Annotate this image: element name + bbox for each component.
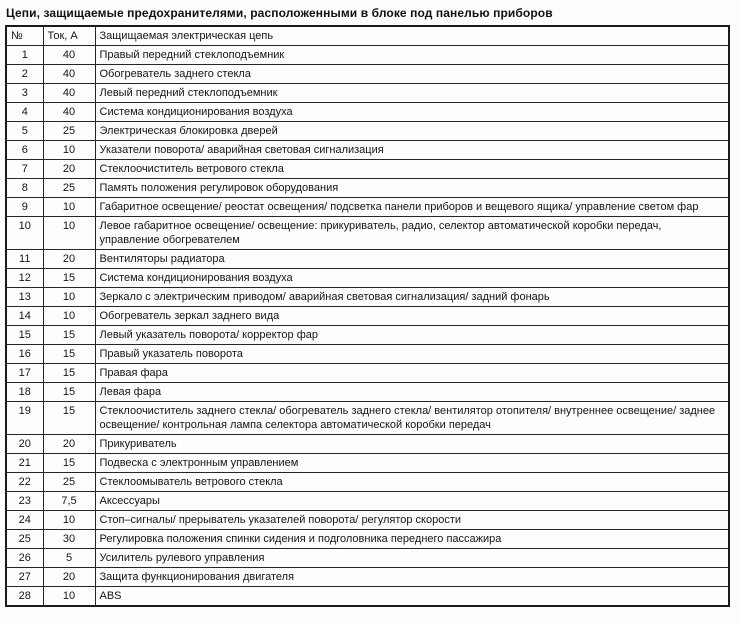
fuse-amperage-cell: 40 [43, 103, 95, 122]
fuse-number-cell: 8 [6, 179, 43, 198]
fuse-number-cell: 11 [6, 250, 43, 269]
fuse-circuit-cell: Система кондиционирования воздуха [95, 103, 729, 122]
fuse-number-cell: 21 [6, 454, 43, 473]
table-row [6, 587, 729, 607]
fuse-number-cell: 22 [6, 473, 43, 492]
table-row [6, 288, 729, 307]
fuse-amperage-cell: 40 [43, 84, 95, 103]
fuse-amperage-cell: 40 [43, 65, 95, 84]
fuse-circuit-cell: Зеркало с электрическим приводом/ аварийная световая сигнализация/ задний фонарь [95, 288, 729, 307]
fuse-circuit-cell: ABS [95, 587, 729, 607]
table-row [6, 511, 729, 530]
fuse-number-cell: 12 [6, 269, 43, 288]
fuse-number-cell: 16 [6, 345, 43, 364]
column-header-amperage: Ток, А [43, 26, 95, 46]
fuse-amperage-cell: 15 [43, 269, 95, 288]
fuse-number-cell: 6 [6, 141, 43, 160]
fuse-number-cell: 9 [6, 198, 43, 217]
fuse-amperage-cell: 40 [43, 46, 95, 65]
fuse-circuit-cell: Регулировка положения спинки сидения и подголовника переднего пассажира [95, 530, 729, 549]
fuse-circuit-cell: Усилитель рулевого управления [95, 549, 729, 568]
table-row [6, 364, 729, 383]
fuse-amperage-cell: 5 [43, 549, 95, 568]
fuse-circuit-cell: Подвеска с электронным управлением [95, 454, 729, 473]
table-row [6, 217, 729, 250]
fuse-number-cell: 2 [6, 65, 43, 84]
fuse-number-cell: 13 [6, 288, 43, 307]
page-title: Цепи, защищаемые предохранителями, расположенными в блоке под панелью приборов [6, 6, 553, 20]
fuse-circuit-cell: Стоп–сигналы/ прерыватель указателей поворота/ регулятор скорости [95, 511, 729, 530]
fuse-circuit-cell: Указатели поворота/ аварийная световая сигнализация [95, 141, 729, 160]
table-row [6, 65, 729, 84]
table-row [6, 179, 729, 198]
fuse-number-cell: 7 [6, 160, 43, 179]
table-row [6, 402, 729, 435]
fuse-number-cell: 23 [6, 492, 43, 511]
fuse-amperage-cell: 10 [43, 511, 95, 530]
fuse-amperage-cell: 15 [43, 402, 95, 435]
fuse-amperage-cell: 15 [43, 364, 95, 383]
fuse-circuit-cell: Стеклоомыватель ветрового стекла [95, 473, 729, 492]
table-row [6, 141, 729, 160]
table-row [6, 492, 729, 511]
fuse-amperage-cell: 20 [43, 435, 95, 454]
fuse-amperage-cell: 10 [43, 288, 95, 307]
fuse-circuit-cell: Стеклоочиститель ветрового стекла [95, 160, 729, 179]
table-row [6, 383, 729, 402]
fuse-amperage-cell: 15 [43, 454, 95, 473]
fuse-circuit-cell: Обогреватель зеркал заднего вида [95, 307, 729, 326]
fuse-amperage-cell: 10 [43, 141, 95, 160]
table-row [6, 269, 729, 288]
fuse-amperage-cell: 10 [43, 307, 95, 326]
fuse-table [5, 25, 730, 607]
fuse-amperage-cell: 10 [43, 198, 95, 217]
fuse-amperage-cell: 10 [43, 587, 95, 607]
fuse-amperage-cell: 15 [43, 383, 95, 402]
fuse-number-cell: 1 [6, 46, 43, 65]
header-row [6, 26, 729, 46]
fuse-number-cell: 4 [6, 103, 43, 122]
fuse-circuit-cell: Вентиляторы радиатора [95, 250, 729, 269]
fuse-amperage-cell: 25 [43, 122, 95, 141]
fuse-number-cell: 5 [6, 122, 43, 141]
fuse-amperage-cell: 15 [43, 326, 95, 345]
fuse-amperage-cell: 30 [43, 530, 95, 549]
fuse-number-cell: 26 [6, 549, 43, 568]
fuse-circuit-cell: Левый передний стеклоподъемник [95, 84, 729, 103]
table-row [6, 568, 729, 587]
fuse-circuit-cell: Левый указатель поворота/ корректор фар [95, 326, 729, 345]
fuse-circuit-cell: Стеклоочиститель заднего стекла/ обогреватель заднего стекла/ вентилятор отопителя/ внутреннее освещение/ заднее освещение/ контрольная лампа селектора автоматической коробки передач [95, 402, 729, 435]
fuse-number-cell: 25 [6, 530, 43, 549]
fuse-circuit-cell: Габаритное освещение/ реостат освещения/ подсветка панели приборов и вещевого ящика/ управление светом фар [95, 198, 729, 217]
fuse-amperage-cell: 25 [43, 179, 95, 198]
table-row [6, 84, 729, 103]
fuse-amperage-cell: 15 [43, 345, 95, 364]
fuse-number-cell: 24 [6, 511, 43, 530]
fuse-number-cell: 15 [6, 326, 43, 345]
fuse-amperage-cell: 20 [43, 250, 95, 269]
fuse-circuit-cell: Память положения регулировок оборудования [95, 179, 729, 198]
table-row [6, 530, 729, 549]
fuse-amperage-cell: 20 [43, 568, 95, 587]
table-row [6, 549, 729, 568]
fuse-number-cell: 27 [6, 568, 43, 587]
fuse-circuit-cell: Аксессуары [95, 492, 729, 511]
table-row [6, 326, 729, 345]
fuse-circuit-cell: Электрическая блокировка дверей [95, 122, 729, 141]
fuse-circuit-cell: Левая фара [95, 383, 729, 402]
table-row [6, 473, 729, 492]
column-header-number: № [6, 26, 43, 46]
table-row [6, 454, 729, 473]
table-row [6, 307, 729, 326]
table-row [6, 250, 729, 269]
fuse-number-cell: 18 [6, 383, 43, 402]
fuse-number-cell: 10 [6, 217, 43, 250]
fuse-circuit-cell: Прикуриватель [95, 435, 729, 454]
fuse-number-cell: 14 [6, 307, 43, 326]
table-row [6, 160, 729, 179]
table-row [6, 46, 729, 65]
fuse-number-cell: 20 [6, 435, 43, 454]
fuse-number-cell: 3 [6, 84, 43, 103]
table-row [6, 103, 729, 122]
fuse-circuit-cell: Защита функционирования двигателя [95, 568, 729, 587]
fuse-circuit-cell: Правая фара [95, 364, 729, 383]
fuse-amperage-cell: 10 [43, 217, 95, 250]
fuse-circuit-cell: Обогреватель заднего стекла [95, 65, 729, 84]
fuse-circuit-cell: Левое габаритное освещение/ освещение: прикуриватель, радио, селектор автоматической коробки передач, управление обогревателем [95, 217, 729, 250]
table-row [6, 345, 729, 364]
fuse-number-cell: 28 [6, 587, 43, 607]
fuse-amperage-cell: 25 [43, 473, 95, 492]
fuse-number-cell: 17 [6, 364, 43, 383]
fuse-circuit-cell: Правый передний стеклоподъемник [95, 46, 729, 65]
fuse-amperage-cell: 7,5 [43, 492, 95, 511]
column-header-circuit: Защищаемая электрическая цепь [95, 26, 729, 46]
fuse-number-cell: 19 [6, 402, 43, 435]
table-row [6, 435, 729, 454]
fuse-table-header [6, 26, 729, 46]
table-row [6, 198, 729, 217]
fuse-circuit-cell: Правый указатель поворота [95, 345, 729, 364]
table-row [6, 122, 729, 141]
fuse-table-body [6, 46, 729, 607]
fuse-circuit-cell: Система кондиционирования воздуха [95, 269, 729, 288]
fuse-amperage-cell: 20 [43, 160, 95, 179]
